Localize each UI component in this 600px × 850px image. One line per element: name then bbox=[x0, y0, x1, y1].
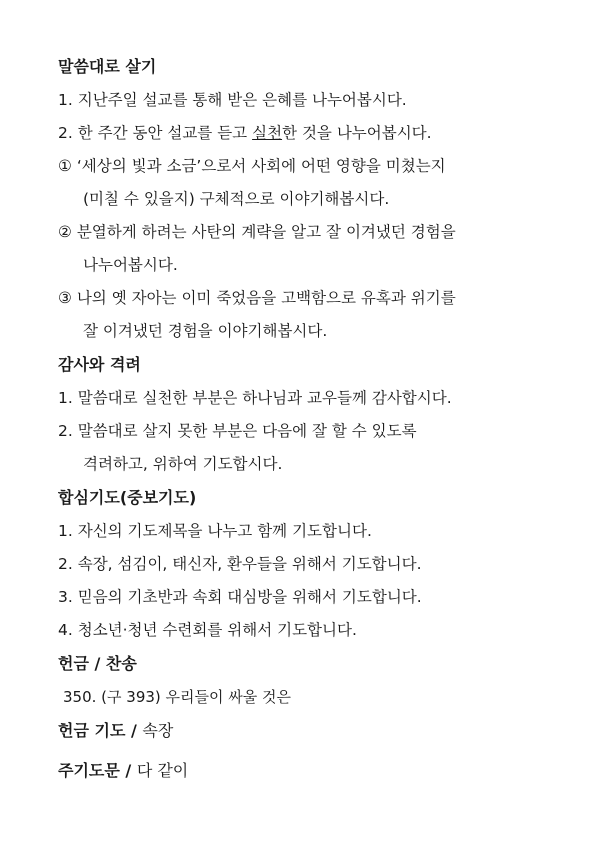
circled-item-1-line-2: (미칠 수 있을지) 구체적으로 이야기해봅시다. bbox=[83, 190, 390, 208]
document-page bbox=[58, 50, 578, 788]
circled-item-1-line-1: ① ‘세상의 빛과 소금’으로서 사회에 어떤 영향을 미쳤는지 bbox=[58, 157, 446, 175]
living-item-2-before: 2. 한 주간 동안 설교를 듣고 bbox=[58, 124, 253, 142]
offering-prayer-line bbox=[58, 714, 578, 748]
living-item-2-underlined: 실천 bbox=[252, 124, 283, 142]
thanks-item-2-line-2: 격려하고, 위하여 기도합시다. bbox=[83, 455, 283, 473]
prayer-item-2: 2. 속장, 섬김이, 태신자, 환우들을 위해서 기도합니다. bbox=[58, 555, 422, 573]
section-title-offering: 헌금 / 찬송 bbox=[58, 654, 137, 673]
hymn-line: 350. (구 393) 우리들이 싸울 것은 bbox=[63, 688, 291, 706]
prayer-item-1: 1. 자신의 기도제목을 나누고 함께 기도합니다. bbox=[58, 522, 372, 540]
prayer-item-4: 4. 청소년·청년 수련회를 위해서 기도합니다. bbox=[58, 621, 357, 639]
circled-item-2-line-1: ② 분열하게 하려는 사탄의 계략을 알고 잘 이겨냈던 경험을 bbox=[58, 223, 456, 241]
circled-item-3-line-2: 잘 이겨냈던 경험을 이야기해봅시다. bbox=[83, 322, 328, 340]
offering-prayer-title: 헌금 기도 / bbox=[58, 721, 143, 740]
thanks-item-2-line-1: 2. 말씀대로 살지 못한 부분은 다음에 잘 할 수 있도록 bbox=[58, 422, 417, 440]
lords-prayer-value: 다 같이 bbox=[136, 761, 189, 780]
living-item-2 bbox=[58, 117, 578, 150]
lords-prayer-line bbox=[58, 754, 578, 788]
living-item-1: 1. 지난주일 설교를 통해 받은 은혜를 나누어봅시다. bbox=[58, 91, 407, 109]
thanks-item-1: 1. 말씀대로 실천한 부분은 하나님과 교우들께 감사합시다. bbox=[58, 389, 452, 407]
lords-prayer-title: 주기도문 / bbox=[58, 761, 137, 780]
living-item-2-after: 한 것을 나누어봅시다. bbox=[282, 124, 432, 142]
section-title-thanks: 감사와 격려 bbox=[58, 355, 141, 374]
prayer-item-3: 3. 믿음의 기초반과 속회 대심방을 위해서 기도합니다. bbox=[58, 588, 422, 606]
section-title-living: 말씀대로 살기 bbox=[58, 57, 157, 76]
circled-item-2-line-2: 나누어봅시다. bbox=[83, 256, 178, 274]
circled-item-3-line-1: ③ 나의 옛 자아는 이미 죽었음을 고백함으로 유혹과 위기를 bbox=[58, 289, 456, 307]
offering-prayer-value: 속장 bbox=[142, 721, 174, 740]
section-title-prayer: 합심기도(중보기도) bbox=[58, 488, 197, 507]
